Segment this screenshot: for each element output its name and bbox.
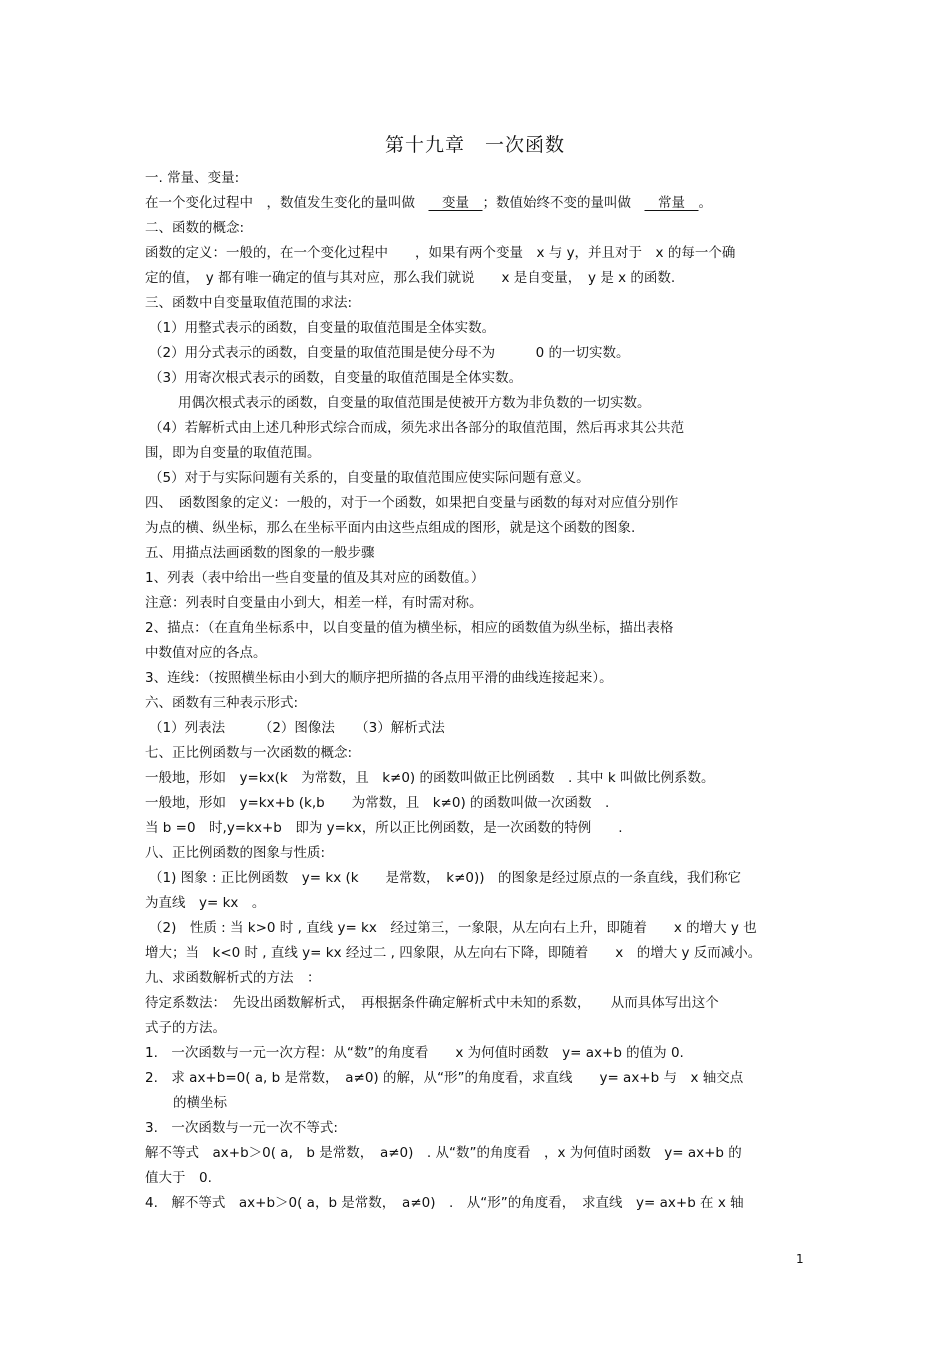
text-line: 围，即为自变量的取值范围。 (145, 445, 321, 461)
text-line: （3）用寄次根式表示的函数，自变量的取值范围是全体实数。 (149, 370, 523, 386)
section-4-heading: 四、 函数图象的定义：一般的，对于一个函数，如果把自变量与函数的每对对应值分别作 (145, 495, 679, 511)
text-line: 值大于 0. (145, 1170, 212, 1186)
text-line: 2. 求 ax+b=0( a, b 是常数， a≠0) 的解，从“形”的角度看，求直线 y= ax+b 与 x 轴交点 (145, 1070, 744, 1086)
text-line: 4. 解不等式 ax+b＞0( a，b 是常数， a≠0) . 从“形”的角度看， 求直线 y= ax+b 在 x 轴 (145, 1195, 744, 1211)
section-2-heading: 二、函数的概念: (145, 220, 245, 236)
text-line: （1) 图象 : 正比例函数 y= kx (k 是常数， k≠0)) 的图象是经过原点的一条直线，我们称它 (149, 870, 742, 886)
text-line: 2、描点：（在直角坐标系中，以自变量的值为横坐标，相应的函数值为纵坐标，描出表格 (145, 620, 674, 636)
text-line: 注意：列表时自变量由小到大，相差一样，有时需对称。 (145, 595, 483, 611)
page-number: 1 (796, 1252, 804, 1266)
text-line: 为点的横、纵坐标，那么在坐标平面内由这些点组成的图形，就是这个函数的图象. (145, 520, 636, 536)
text-line: 定的值， y 都有唯一确定的值与其对应，那么我们就说 x 是自变量， y 是 x 的函数. (145, 270, 676, 286)
text-line: 中数值对应的各点。 (145, 645, 267, 661)
section-7-heading: 七、正比例函数与一次函数的概念: (145, 745, 353, 761)
section-6-heading: 六、函数有三种表示形式: (145, 695, 299, 711)
section-3-heading: 三、函数中自变量取值范围的求法: (145, 295, 353, 311)
text-line: 1、列表（表中给出一些自变量的值及其对应的函数值。） (145, 570, 485, 586)
text-line: 3. 一次函数与一元一次不等式: (145, 1120, 338, 1136)
text-line: 1. 一次函数与一元一次方程：从“数”的角度看 x 为何值时函数 y= ax+b 的值为 0. (145, 1045, 684, 1061)
section-1-heading: 一. 常量、变量: (145, 170, 240, 186)
text-line: 的横坐标 (173, 1095, 227, 1111)
text-line: 函数的定义：一般的，在一个变化过程中 ，如果有两个变量 x 与 y，并且对于 x 的每一个确 (145, 245, 736, 261)
text-line: （1）列表法 （2）图像法 （3）解析式法 (149, 720, 445, 736)
section-8-heading: 八、正比例函数的图象与性质: (145, 845, 326, 861)
text-segment: 在一个变化过程中 ，数值发生变化的量叫做 (145, 195, 429, 211)
text-line: 一般地，形如 y=kx+b (k,b 为常数，且 k≠0) 的函数叫做一次函数 . (145, 795, 610, 811)
answer-blank-variable: 变量 (428, 195, 483, 211)
text-line: 用偶次根式表示的函数，自变量的取值范围是使被开方数为非负数的一切实数。 (178, 395, 651, 411)
text-line: （2）用分式表示的函数，自变量的取值范围是使分母不为 0 的一切实数。 (149, 345, 630, 361)
page-title: 第十九章 一次函数 (384, 134, 565, 156)
answer-blank-constant: 常量 (644, 195, 699, 211)
text-line: （5）对于与实际问题有关系的，自变量的取值范围应使实际问题有意义。 (149, 470, 590, 486)
text-segment: ；数值始终不变的量叫做 (482, 195, 645, 211)
text-line: （4）若解析式由上述几种形式综合而成，须先求出各部分的取值范围，然后再求其公共范 (149, 420, 685, 436)
section-9-heading: 九、求函数解析式的方法 ： (145, 970, 321, 986)
text-line: 为直线 y= kx 。 (145, 895, 266, 911)
section-5-heading: 五、用描点法画函数的图象的一般步骤 (145, 545, 375, 561)
text-line: （2) 性质 : 当 k>0 时 , 直线 y= kx 经过第三，一象限，从左向右上升，即随着 x 的增大 y 也 (149, 920, 757, 936)
text-line: 3、连线：（按照横坐标由小到大的顺序把所描的各点用平滑的曲线连接起来）。 (145, 670, 613, 686)
text-line: 式子的方法。 (145, 1020, 226, 1036)
text-line: 一般地，形如 y=kx(k 为常数，且 k≠0) 的函数叫做正比例函数 . 其中 k 叫做比例系数。 (145, 770, 715, 786)
text-line: （1）用整式表示的函数，自变量的取值范围是全体实数。 (149, 320, 496, 336)
text-line (145, 194, 813, 212)
text-line: 当 b =0 时,y=kx+b 即为 y=kx，所以正比例函数，是一次函数的特例 . (145, 820, 623, 836)
text-line: 解不等式 ax+b＞0( a, b 是常数， a≠0) . 从“数”的角度看 ，x 为何值时函数 y= ax+b 的 (145, 1145, 742, 1161)
text-line: 待定系数法： 先设出函数解析式， 再根据条件确定解析式中未知的系数， 从而具体写出这个 (145, 995, 719, 1011)
text-segment: 。 (698, 195, 712, 211)
text-line: 增大；当 k<0 时 , 直线 y= kx 经过二 , 四象限，从左向右下降，即随着 x 的增大 y 反而减小。 (145, 945, 762, 961)
